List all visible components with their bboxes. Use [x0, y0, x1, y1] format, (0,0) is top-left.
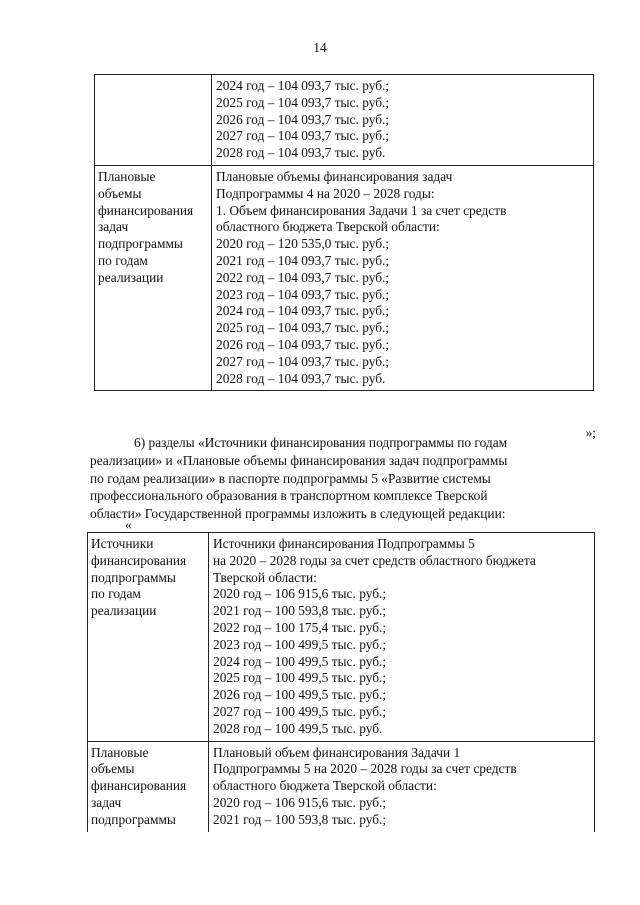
- text-line: подпрограммы: [91, 569, 176, 585]
- table-cell-funding-details: [212, 165, 594, 390]
- paragraph-line: области» Государственной программы изложить в следующей редакции:: [90, 506, 506, 522]
- opening-quote-mark: «: [125, 517, 132, 532]
- text-line: задач: [98, 219, 129, 235]
- text-line: финансирования: [91, 778, 187, 794]
- table-cell-funding-details: [209, 741, 595, 831]
- paragraph-line: профессионального образования в транспортном комплексе Тверской: [90, 488, 488, 504]
- text-line: 2026 год – 104 093,7 тыс. руб.;: [216, 111, 390, 127]
- table-cell-funding-sources: [209, 533, 595, 742]
- text-line: 2028 год – 104 093,7 тыс. руб.: [216, 145, 386, 161]
- text-line: 2023 год – 100 499,5 тыс. руб.;: [213, 636, 387, 652]
- text-line: 2020 год – 106 915,6 тыс. руб.;: [213, 794, 387, 810]
- budget-table-subprogram-5: [87, 532, 595, 832]
- text-line: Подпрограммы 5 на 2020 – 2028 годы за счет средств: [213, 761, 517, 777]
- paragraph-line: 6) разделы «Источники финансирования подпрограммы по годам: [134, 435, 508, 450]
- text-line: 2021 год – 104 093,7 тыс. руб.;: [216, 252, 390, 268]
- text-line: на 2020 – 2028 годы за счет средств областного бюджета: [213, 552, 536, 568]
- text-line: 2027 год – 104 093,7 тыс. руб.;: [216, 353, 390, 369]
- text-line: Плановые: [98, 168, 156, 184]
- paragraph-line: по годам реализации» в паспорте подпрограммы 5 «Развитие системы: [90, 470, 491, 486]
- text-line: реализации: [98, 269, 164, 285]
- table-row: [88, 533, 595, 742]
- text-line: 2025 год – 104 093,7 тыс. руб.;: [216, 320, 390, 336]
- paragraph-line: реализации» и «Плановые объемы финансирования задач подпрограммы: [90, 452, 508, 468]
- text-line: Подпрограммы 4 на 2020 – 2028 годы:: [216, 185, 435, 201]
- text-line: 2024 год – 100 499,5 тыс. руб.;: [213, 653, 387, 669]
- table-cell-row-heading: [88, 741, 209, 831]
- text-line: задач: [91, 794, 122, 810]
- text-line: Плановый объем финансирования Задачи 1: [213, 744, 461, 760]
- text-line: 2020 год – 106 915,6 тыс. руб.;: [213, 586, 387, 602]
- text-line: 2022 год – 100 175,4 тыс. руб.;: [213, 619, 387, 635]
- text-line: объемы: [98, 185, 142, 201]
- text-line: 2021 год – 100 593,8 тыс. руб.;: [213, 811, 387, 827]
- text-line: 1. Объем финансирования Задачи 1 за счет средств: [216, 202, 507, 218]
- text-line: областного бюджета Тверской области:: [213, 778, 437, 794]
- text-line: 2024 год – 104 093,7 тыс. руб.;: [216, 303, 390, 319]
- text-line: областного бюджета Тверской области:: [216, 219, 440, 235]
- text-line: подпрограммы: [98, 236, 183, 252]
- text-line: 2026 год – 100 499,5 тыс. руб.;: [213, 687, 387, 703]
- page-number: 14: [313, 40, 327, 55]
- text-line: 2027 год – 104 093,7 тыс. руб.;: [216, 128, 390, 144]
- text-line: по годам: [98, 252, 148, 268]
- text-line: финансирования: [98, 202, 194, 218]
- text-line: 2027 год – 100 499,5 тыс. руб.;: [213, 703, 387, 719]
- table-cell-empty: [95, 75, 212, 166]
- amendment-paragraph: [90, 434, 590, 523]
- table-row: [95, 75, 594, 166]
- closing-quote-mark: »;: [585, 425, 596, 440]
- text-line: 2025 год – 100 499,5 тыс. руб.;: [213, 670, 387, 686]
- table-cell-row-heading: [95, 165, 212, 390]
- budget-table-subprogram-4: [94, 74, 594, 391]
- table-cell-row-heading: [88, 533, 209, 742]
- text-line: Источники финансирования Подпрограммы 5: [213, 536, 475, 551]
- table-cell-funding-years: [212, 75, 594, 166]
- text-line: 2020 год – 120 535,0 тыс. руб.;: [216, 236, 390, 252]
- text-line: 2028 год – 104 093,7 тыс. руб.: [216, 370, 386, 386]
- text-line: Плановые: [91, 744, 149, 760]
- text-line: 2025 год – 104 093,7 тыс. руб.;: [216, 94, 390, 110]
- text-line: 2023 год – 104 093,7 тыс. руб.;: [216, 286, 390, 302]
- text-line: объемы: [91, 761, 135, 777]
- text-line: 2028 год – 100 499,5 тыс. руб.: [213, 720, 383, 736]
- text-line: подпрограммы: [91, 811, 176, 827]
- text-line: Тверской области:: [213, 569, 317, 585]
- text-line: финансирования: [91, 552, 187, 568]
- text-line: 2021 год – 100 593,8 тыс. руб.;: [213, 603, 387, 619]
- text-line: Источники: [91, 536, 154, 551]
- text-line: 2026 год – 104 093,7 тыс. руб.;: [216, 336, 390, 352]
- text-line: реализации: [91, 603, 157, 619]
- table-row: [88, 741, 595, 831]
- table-row: [95, 165, 594, 390]
- text-line: Плановые объемы финансирования задач: [216, 168, 453, 184]
- text-line: по годам: [91, 586, 141, 602]
- text-line: 2022 год – 104 093,7 тыс. руб.;: [216, 269, 390, 285]
- text-line: 2024 год – 104 093,7 тыс. руб.;: [216, 78, 390, 93]
